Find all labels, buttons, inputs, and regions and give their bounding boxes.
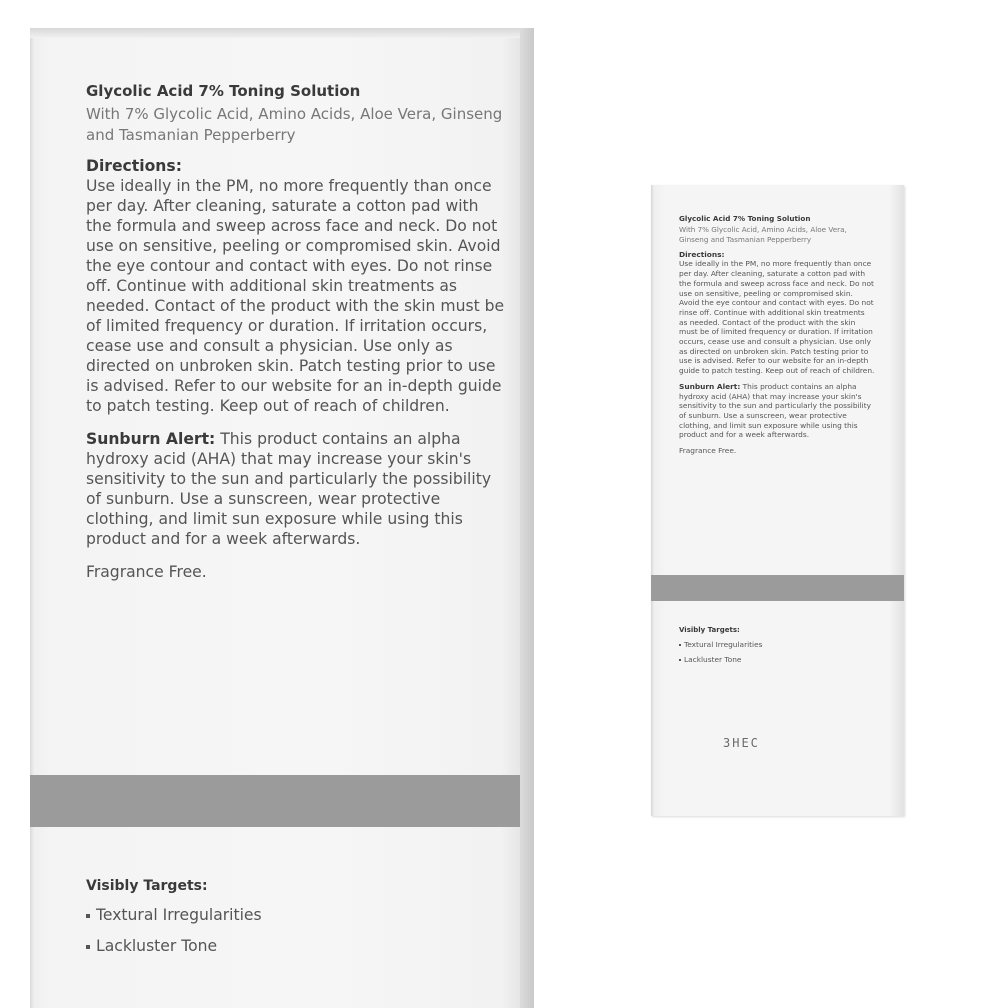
box-top-edge — [30, 28, 520, 38]
target-item: Lackluster Tone — [679, 655, 875, 664]
directions-heading-small: Directions: — [679, 249, 725, 259]
sunburn-alert-text: This product contains an alpha hydroxy acid (AHA) that may increase your skin's sensitivity to the sun and particularly the possibility of sunburn. Use a sunscreen, wear protective clothing, and limit sun exposure while using this product and for a week afterwards. — [86, 430, 492, 548]
directions-heading: Directions: — [86, 157, 182, 175]
product-subtitle: With 7% Glycolic Acid, Amino Acids, Aloe Vera, Ginseng and Tasmanian Pepperberry — [86, 105, 503, 144]
bullet-icon — [679, 644, 681, 646]
targets-heading: Visibly Targets: — [86, 878, 208, 894]
sunburn-alert-lead: Sunburn Alert: — [86, 430, 216, 448]
sunburn-alert-lead-small: Sunburn Alert: — [679, 381, 741, 391]
visibly-targets-large — [86, 878, 506, 968]
fragrance-free: Fragrance Free. — [86, 563, 207, 581]
targets-heading-small: Visibly Targets: — [679, 626, 740, 634]
directions-text-small: Use ideally in the PM, no more frequently than once per day. After cleaning, saturate a cotton pad with the formula and sweep across face and neck. Do not use on sensitive, peeling or compromised skin. Avoid the eye contour and contact with eyes. Do not rinse off. Continue with additional skin treatments as needed. Contact of the product with the skin must be of limited frequency or duration. If irritation occurs, cease use and consult a physician. Use only as directed on unbroken skin. Patch testing prior to use is advised. Refer to our website for an in-depth guide to patch testing. Keep out of reach of children. — [679, 259, 875, 376]
box-side-panel-large — [30, 28, 520, 1008]
targets-list — [86, 906, 506, 955]
sunburn-alert-text-small: This product contains an alpha hydroxy acid (AHA) that may increase your skin's sensitivity to the sun and particularly the possibility of sunburn. Use a sunscreen, wear protective clothing, and limit sun exposure while using this product and for a week afterwards. — [679, 381, 871, 440]
target-item: Lackluster Tone — [86, 937, 506, 955]
product-copy-large — [86, 81, 506, 582]
target-item: Textural Irregularities — [679, 640, 875, 649]
product-subtitle-small: With 7% Glycolic Acid, Amino Acids, Aloe Vera, Ginseng and Tasmanian Pepperberry — [679, 224, 847, 244]
bullet-icon — [679, 659, 681, 661]
directions-text: Use ideally in the PM, no more frequently than once per day. After cleaning, saturate a cotton pad with the formula and sweep across face and neck. Do not use on sensitive, peeling or compromised skin. Avoid the eye contour and contact with eyes. Do not rinse off. Continue with additional skin treatments as needed. Contact of the product with the skin must be of limited frequency or duration. If irritation occurs, cease use and consult a physician. Use only as directed on unbroken skin. Patch testing prior to use is advised. Refer to our website for an in-depth guide to patch testing. Keep out of reach of children. — [86, 177, 505, 415]
targets-list-small — [679, 640, 875, 664]
bullet-icon — [86, 914, 90, 918]
bullet-icon — [86, 945, 90, 949]
batch-code: 3HEC — [723, 736, 760, 750]
box-side-panel-small — [651, 185, 904, 816]
sunburn-alert — [86, 429, 506, 549]
gray-stripe-small — [651, 575, 904, 601]
sunburn-alert-small — [679, 382, 875, 440]
product-title: Glycolic Acid 7% Toning Solution — [86, 82, 361, 100]
product-copy-small — [679, 214, 875, 456]
gray-stripe — [30, 775, 520, 827]
fragrance-free-small: Fragrance Free. — [679, 446, 737, 456]
target-item: Textural Irregularities — [86, 906, 506, 924]
product-title-small: Glycolic Acid 7% Toning Solution — [679, 214, 811, 223]
visibly-targets-small — [679, 626, 875, 670]
box-right-edge — [520, 28, 534, 1008]
